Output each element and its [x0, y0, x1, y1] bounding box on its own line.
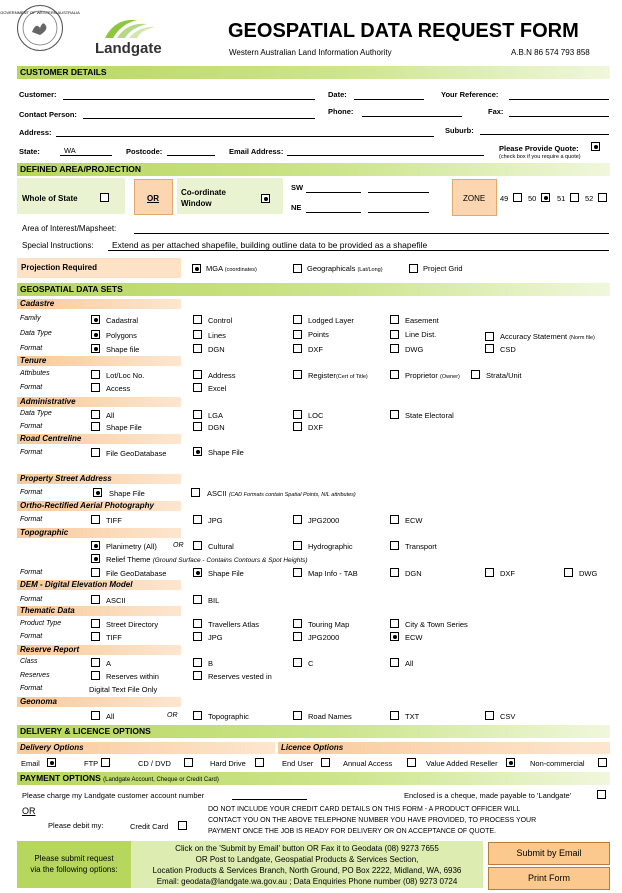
touring-map-label: Touring Map — [308, 620, 350, 629]
cadastre-dwg-label: DWG — [405, 345, 424, 354]
payment-header: PAYMENT OPTIONS (Landgate Account, Cheque or Credit Card) — [17, 772, 610, 785]
geonoma-all-checkbox[interactable] — [91, 711, 100, 720]
control-label: Control — [208, 316, 233, 325]
area-of-interest-label: Area of Interest/Mapsheet: — [22, 224, 117, 233]
customer-input[interactable] — [63, 90, 315, 100]
accuracy-checkbox[interactable] — [485, 332, 494, 341]
hydrographic-label: Hydrographic — [308, 542, 353, 551]
road-geodatabase-checkbox[interactable] — [91, 448, 100, 457]
property-ascii-checkbox[interactable] — [191, 488, 200, 497]
cadastre-shape-checkbox[interactable] — [91, 344, 100, 353]
zone-49-checkbox[interactable] — [513, 193, 522, 202]
topographic-title: Topographic — [17, 528, 181, 538]
ftp-checkbox[interactable] — [101, 758, 110, 767]
state-label: State: — [19, 147, 40, 156]
payment-or-label: OR — [22, 806, 36, 816]
contact-label: Contact Person: — [19, 110, 77, 119]
reserve-format-label: Format — [20, 685, 43, 692]
cadastral-checkbox[interactable] — [91, 315, 100, 324]
page-title: GEOSPATIAL DATA REQUEST FORM — [228, 20, 579, 42]
easement-checkbox[interactable] — [390, 315, 399, 324]
polygons-label: Polygons — [106, 331, 137, 340]
zone-51-checkbox[interactable] — [570, 193, 579, 202]
topo-mapinfo-checkbox[interactable] — [293, 568, 302, 577]
ortho-format-label: Format — [20, 516, 43, 523]
accuracy-label: Accuracy Statement (Norm file) — [500, 332, 595, 341]
cheque-text: Enclosed is a cheque, made payable to 'Landgate' — [404, 791, 572, 800]
lines-checkbox[interactable] — [193, 330, 202, 339]
email-input[interactable] — [287, 146, 484, 156]
contact-input[interactable] — [83, 109, 315, 119]
email-option-label: Email — [21, 759, 40, 768]
end-user-label: End User — [282, 759, 314, 768]
cadastral-label: Cadastral — [106, 316, 139, 325]
lodged-layer-checkbox[interactable] — [293, 315, 302, 324]
address-input[interactable] — [56, 127, 434, 137]
property-shape-label: Shape File — [109, 489, 145, 498]
whole-of-state-label: Whole of State — [22, 194, 78, 203]
tenure-title: Tenure — [17, 356, 181, 366]
access-checkbox[interactable] — [91, 383, 100, 392]
city-town-label: City & Town Series — [405, 620, 468, 629]
state-input[interactable]: WA — [60, 146, 112, 156]
zone-50-checkbox[interactable] — [541, 193, 550, 202]
admin-dgn-label: DGN — [208, 423, 225, 432]
annual-access-checkbox[interactable] — [407, 758, 416, 767]
admin-dgn-checkbox[interactable] — [193, 422, 202, 431]
abn: A.B.N 86 574 793 858 — [511, 48, 590, 57]
topo-geodatabase-label: File GeoDatabase — [106, 569, 167, 578]
submit-text-1: Please submit request — [34, 854, 114, 863]
loc-label: LOC — [308, 411, 324, 420]
geonoma-topographic-label: Topographic — [208, 712, 249, 721]
account-text: Please charge my Landgate customer account number — [22, 791, 205, 800]
project-grid-checkbox[interactable] — [409, 264, 418, 273]
date-label: Date: — [328, 90, 347, 99]
government-seal — [0, 5, 80, 51]
sw-input-2[interactable] — [368, 183, 429, 193]
instruction-line-4: Email: geodata@landgate.wa.gov.au ; Data Enquiries Phone number (08) 9273 0724 — [156, 877, 458, 886]
points-checkbox[interactable] — [293, 330, 302, 339]
register-checkbox[interactable] — [293, 370, 302, 379]
loc-checkbox[interactable] — [293, 410, 302, 419]
geonoma-csv-checkbox[interactable] — [485, 711, 494, 720]
geonoma-txt-checkbox[interactable] — [390, 711, 399, 720]
instruction-line-3: Location Products & Services Branch, North Ground, PO Box 2222, Midland, WA, 6936 — [152, 866, 462, 875]
road-names-checkbox[interactable] — [293, 711, 302, 720]
proprietor-label: Proprietor (Owner) — [405, 371, 460, 380]
road-format-label: Format — [20, 449, 43, 456]
coordinate-window-label: Co-ordinate Window — [181, 188, 226, 208]
topo-shape-label: Shape File — [208, 569, 244, 578]
dem-bil-checkbox[interactable] — [193, 595, 202, 604]
topo-format-label: Format — [20, 569, 43, 576]
topo-dgn-label: DGN — [405, 569, 422, 578]
dem-title: DEM - Digital Elevation Model — [17, 580, 181, 590]
class-b-label: B — [208, 659, 214, 668]
class-b-checkbox[interactable] — [193, 658, 202, 667]
zone-label: ZONE — [463, 194, 486, 203]
ortho-tiff-checkbox[interactable] — [91, 515, 100, 524]
zone-52-label: 52 — [585, 194, 594, 203]
thematic-product-label: Product Type — [20, 620, 62, 627]
zone-51-label: 51 — [557, 194, 566, 203]
warning-line-1: DO NOT INCLUDE YOUR CREDIT CARD DETAILS ON THIS FORM - A PRODUCT OFFICER WILL — [208, 806, 521, 813]
transport-checkbox[interactable] — [390, 541, 399, 550]
area-of-interest-input[interactable] — [134, 224, 609, 234]
cadastre-title: Cadastre — [17, 299, 181, 309]
topo-mapinfo-label: Map Info - TAB — [308, 569, 358, 578]
admin-all-checkbox[interactable] — [91, 410, 100, 419]
relief-checkbox[interactable] — [91, 554, 100, 563]
touring-map-checkbox[interactable] — [293, 619, 302, 628]
warning-line-2: CONTACT YOU ON THE ABOVE TELEPHONE NUMBER YOU HAVE PROVIDED, TO PROCESS YOUR — [208, 817, 537, 824]
ortho-jpg-label: JPG — [208, 516, 223, 525]
ortho-ecw-label: ECW — [405, 516, 423, 525]
topo-dgn-checkbox[interactable] — [390, 568, 399, 577]
access-label: Access — [106, 384, 131, 393]
thematic-jpg-checkbox[interactable] — [193, 632, 202, 641]
org-name: Western Australian Land Information Authority — [229, 48, 392, 57]
strata-checkbox[interactable] — [471, 370, 480, 379]
thematic-ecw-checkbox[interactable] — [390, 632, 399, 641]
ortho-tiff-label: TIFF — [106, 516, 122, 525]
thematic-title: Thematic Data — [17, 606, 181, 616]
city-town-checkbox[interactable] — [390, 619, 399, 628]
administrative-title: Administrative — [17, 397, 181, 407]
lot-checkbox[interactable] — [91, 370, 100, 379]
admin-format-label: Format — [20, 423, 43, 430]
cd-dvd-label: CD / DVD — [138, 759, 171, 768]
phone-label: Phone: — [328, 107, 354, 116]
landgate-leaf-icon — [95, 14, 175, 40]
proprietor-checkbox[interactable] — [390, 370, 399, 379]
sw-label: SW — [291, 183, 304, 192]
topo-or-label: OR — [173, 542, 184, 549]
annual-access-label: Annual Access — [343, 759, 393, 768]
non-commercial-label: Non-commercial — [530, 759, 585, 768]
topo-dxf-checkbox[interactable] — [485, 568, 494, 577]
submit-instructions-box — [131, 841, 483, 888]
projection-required-label: Projection Required — [21, 263, 98, 272]
topo-dxf-label: DXF — [500, 569, 515, 578]
suburb-label: Suburb: — [445, 126, 474, 135]
cheque-checkbox[interactable] — [597, 790, 606, 799]
ne-input-2[interactable] — [368, 203, 429, 213]
lga-label: LGA — [208, 411, 224, 420]
geonoma-topographic-checkbox[interactable] — [193, 711, 202, 720]
account-number-input[interactable] — [232, 790, 307, 800]
special-instructions-input[interactable]: Extend as per attached shapefile, building outline data to be provided as a shapefile — [108, 241, 609, 251]
ne-input-1[interactable] — [306, 203, 361, 213]
admin-datatype-label: Data Type — [20, 410, 52, 417]
state-electoral-label: State Electoral — [405, 411, 454, 420]
lot-label: Lot/Loc No. — [106, 371, 145, 380]
excel-checkbox[interactable] — [193, 383, 202, 392]
transport-label: Transport — [405, 542, 437, 551]
lga-checkbox[interactable] — [193, 410, 202, 419]
geographicals-label: Geographicals (Lat/Long) — [307, 264, 383, 273]
geonoma-title: Geonoma — [17, 697, 181, 707]
phone-input[interactable] — [362, 107, 462, 117]
easement-label: Easement — [405, 316, 439, 325]
quote-checkbox[interactable] — [591, 142, 600, 151]
fax-label: Fax: — [488, 107, 504, 116]
line-dist-checkbox[interactable] — [390, 330, 399, 339]
street-directory-label: Street Directory — [106, 620, 159, 629]
lodged-layer-label: Lodged Layer — [308, 316, 354, 325]
road-geodatabase-label: File GeoDatabase — [106, 449, 167, 458]
relief-label: Relief Theme (Ground Surface - Contains Contours & Spot Heights) — [106, 555, 308, 564]
cadastre-datatype-label: Data Type — [20, 330, 52, 337]
road-shape-checkbox[interactable] — [193, 447, 202, 456]
reserves-label: Reserves — [20, 672, 50, 679]
topo-shape-checkbox[interactable] — [193, 568, 202, 577]
property-shape-checkbox[interactable] — [93, 488, 102, 497]
geonoma-or-label: OR — [167, 712, 178, 719]
zone-49-label: 49 — [500, 194, 509, 203]
cadastre-format-label: Format — [20, 345, 43, 352]
svg-text:GOVERNMENT OF WESTERN AUSTRALI: GOVERNMENT OF WESTERN AUSTRALIA — [0, 10, 80, 15]
landgate-logo: Landgate — [95, 14, 175, 58]
travellers-atlas-label: Travellers Atlas — [208, 620, 259, 629]
register-label: Register(Cert of Title) — [308, 371, 368, 380]
tenure-attributes-label: Attributes — [20, 370, 50, 377]
class-all-checkbox[interactable] — [390, 658, 399, 667]
points-label: Points — [308, 330, 329, 339]
state-electoral-checkbox[interactable] — [390, 410, 399, 419]
admin-dxf-checkbox[interactable] — [293, 422, 302, 431]
control-checkbox[interactable] — [193, 315, 202, 324]
road-centreline-title: Road Centreline — [17, 434, 181, 444]
zone-50-label: 50 — [528, 194, 537, 203]
non-commercial-checkbox[interactable] — [598, 758, 607, 767]
customer-label: Customer: — [19, 90, 57, 99]
submit-by-email-button[interactable]: Submit by Email — [488, 842, 610, 865]
thematic-jpg2000-label: JPG2000 — [308, 633, 340, 642]
quote-note: (check box if you require a quote) — [499, 154, 581, 160]
reserves-within-label: Reserves within — [106, 672, 159, 681]
cadastre-dwg-checkbox[interactable] — [390, 344, 399, 353]
lines-label: Lines — [208, 331, 226, 340]
hydrographic-checkbox[interactable] — [293, 541, 302, 550]
value-added-label: Value Added Reseller — [426, 759, 498, 768]
ortho-jpg2000-checkbox[interactable] — [293, 515, 302, 524]
reserves-vested-checkbox[interactable] — [193, 671, 202, 680]
cd-dvd-checkbox[interactable] — [184, 758, 193, 767]
tenure-address-label: Address — [208, 371, 236, 380]
property-format-label: Format — [20, 489, 43, 496]
digital-text-label: Digital Text File Only — [89, 685, 158, 694]
thematic-tiff-checkbox[interactable] — [91, 632, 100, 641]
topo-geodatabase-checkbox[interactable] — [91, 568, 100, 577]
polygons-checkbox[interactable] — [91, 330, 100, 339]
fax-input[interactable] — [509, 107, 609, 117]
property-ascii-label: ASCII (CAD Formats contain Spatial Points, NIL attributes) — [207, 489, 356, 498]
hard-drive-label: Hard Drive — [210, 759, 246, 768]
class-a-checkbox[interactable] — [91, 658, 100, 667]
reference-input[interactable] — [509, 90, 609, 100]
cultural-checkbox[interactable] — [193, 541, 202, 550]
suburb-input[interactable] — [480, 125, 609, 135]
ftp-label: FTP — [84, 759, 99, 768]
email-label: Email Address: — [229, 147, 284, 156]
submit-request-box — [17, 841, 131, 888]
road-shape-label: Shape File — [208, 448, 244, 457]
street-directory-checkbox[interactable] — [91, 619, 100, 628]
cadastre-dgn-label: DGN — [208, 345, 225, 354]
print-form-button[interactable]: Print Form — [488, 867, 610, 890]
credit-card-checkbox[interactable] — [178, 821, 187, 830]
admin-shape-label: Shape File — [106, 423, 142, 432]
ortho-jpg2000-label: JPG2000 — [308, 516, 340, 525]
thematic-jpg-label: JPG — [208, 633, 223, 642]
thematic-ecw-label: ECW — [405, 633, 423, 642]
planimetry-label: Planimetry (All) — [106, 542, 157, 551]
project-grid-label: Project Grid — [423, 264, 463, 273]
topo-dwg-checkbox[interactable] — [564, 568, 573, 577]
ortho-title: Ortho-Rectified Aerial Photography — [17, 501, 181, 511]
thematic-jpg2000-checkbox[interactable] — [293, 632, 302, 641]
cadastre-family-label: Family — [20, 315, 41, 322]
defined-area-header: DEFINED AREA/PROJECTION — [17, 163, 610, 176]
reserves-within-checkbox[interactable] — [91, 671, 100, 680]
dem-ascii-label: ASCII — [106, 596, 126, 605]
excel-label: Excel — [208, 384, 227, 393]
datasets-header: GEOSPATIAL DATA SETS — [17, 283, 610, 296]
debit-label: Please debit my: — [48, 821, 104, 830]
class-all-label: All — [405, 659, 414, 668]
class-c-label: C — [308, 659, 314, 668]
reference-label: Your Reference: — [441, 90, 499, 99]
cadastre-dgn-checkbox[interactable] — [193, 344, 202, 353]
or-label: OR — [147, 194, 159, 203]
geographicals-checkbox[interactable] — [293, 264, 302, 273]
planimetry-checkbox[interactable] — [91, 541, 100, 550]
admin-all-label: All — [106, 411, 115, 420]
tenure-format-label: Format — [20, 384, 43, 391]
cultural-label: Cultural — [208, 542, 234, 551]
credit-card-label: Credit Card — [130, 822, 169, 831]
ortho-ecw-checkbox[interactable] — [390, 515, 399, 524]
submit-text-2: via the following options: — [30, 865, 118, 874]
value-added-checkbox[interactable] — [506, 758, 515, 767]
licence-options-title: Licence Options — [278, 742, 610, 754]
property-address-title: Property Street Address — [17, 474, 181, 484]
end-user-checkbox[interactable] — [321, 758, 330, 767]
ortho-jpg-checkbox[interactable] — [193, 515, 202, 524]
postcode-label: Postcode: — [126, 147, 163, 156]
cadastre-csd-checkbox[interactable] — [485, 344, 494, 353]
mga-checkbox[interactable] — [192, 264, 201, 273]
mga-label: MGA (coordinates) — [206, 264, 257, 273]
special-instructions-label: Special Instructions: — [22, 241, 94, 250]
customer-details-header: CUSTOMER DETAILS — [17, 66, 610, 79]
date-input[interactable] — [354, 90, 424, 100]
line-dist-label: Line Dist. — [405, 330, 437, 339]
instruction-line-2: OR Post to Landgate, Geospatial Products & Services Section, — [195, 855, 419, 864]
road-names-label: Road Names — [308, 712, 352, 721]
cadastre-csd-label: CSD — [500, 345, 516, 354]
dem-ascii-checkbox[interactable] — [91, 595, 100, 604]
dem-bil-label: BIL — [208, 596, 220, 605]
cadastre-shape-label: Shape file — [106, 345, 140, 354]
warning-line-3: PAYMENT ONCE THE JOB IS READY FOR DELIVERY OR ON ACCEPTANCE OF QUOTE. — [208, 828, 496, 835]
class-c-checkbox[interactable] — [293, 658, 302, 667]
hard-drive-checkbox[interactable] — [255, 758, 264, 767]
dem-format-label: Format — [20, 596, 43, 603]
swan-crest-icon — [0, 6, 80, 50]
reserves-vested-label: Reserves vested in — [208, 672, 272, 681]
admin-shape-checkbox[interactable] — [91, 422, 100, 431]
whole-of-state-checkbox[interactable] — [100, 193, 109, 202]
ne-label: NE — [291, 203, 302, 212]
travellers-atlas-checkbox[interactable] — [193, 619, 202, 628]
geonoma-txt-label: TXT — [405, 712, 420, 721]
delivery-header: DELIVERY & LICENCE OPTIONS — [17, 725, 610, 738]
quote-label: Please Provide Quote: — [499, 144, 579, 153]
zone-52-checkbox[interactable] — [598, 193, 607, 202]
admin-dxf-label: DXF — [308, 423, 323, 432]
geonoma-csv-label: CSV — [500, 712, 516, 721]
strata-label: Strata/Unit — [486, 371, 522, 380]
thematic-tiff-label: TIFF — [106, 633, 122, 642]
class-a-label: A — [106, 659, 112, 668]
geonoma-all-label: All — [106, 712, 115, 721]
email-option-checkbox[interactable] — [47, 758, 56, 767]
coordinate-window-checkbox[interactable] — [261, 194, 270, 203]
tenure-address-checkbox[interactable] — [193, 370, 202, 379]
cadastre-dxf-label: DXF — [308, 345, 323, 354]
cadastre-dxf-checkbox[interactable] — [293, 344, 302, 353]
thematic-format-label: Format — [20, 633, 43, 640]
delivery-options-title: Delivery Options — [17, 742, 275, 754]
reserve-report-title: Reserve Report — [17, 645, 181, 655]
instruction-line-1: Click on the 'Submit by Email' button OR Fax it to Geodata (08) 9273 7655 — [175, 844, 439, 853]
topo-dwg-label: DWG — [579, 569, 598, 578]
address-label: Address: — [19, 128, 52, 137]
postcode-input[interactable] — [167, 146, 215, 156]
sw-input-1[interactable] — [306, 183, 361, 193]
reserve-class-label: Class — [20, 658, 38, 665]
